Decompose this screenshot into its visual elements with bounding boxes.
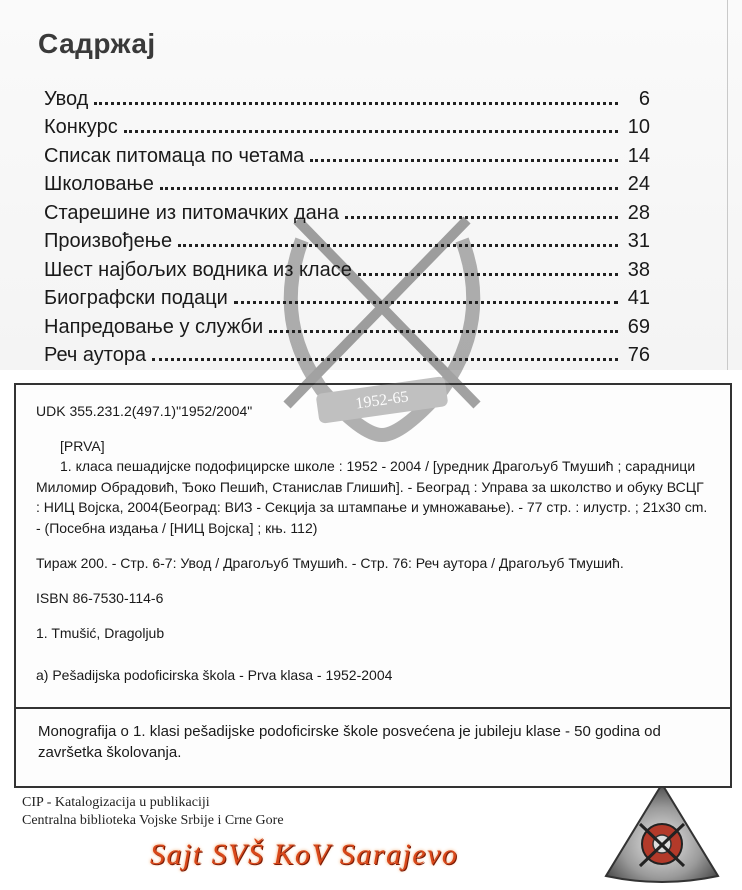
toc-entry-label: Старешине из питомачких дана <box>44 201 339 224</box>
toc-entry-page: 24 <box>627 173 650 195</box>
toc-entry <box>44 168 650 197</box>
toc-entry-label: Увод <box>44 87 89 110</box>
cip-block <box>22 794 284 830</box>
toc-leader-dots <box>269 330 618 333</box>
toc-entry-label: Биографски подаци <box>44 287 228 309</box>
toc-title: Садржај <box>38 28 156 59</box>
toc-entry <box>44 339 650 368</box>
school-badge-icon <box>602 780 722 885</box>
catalog-card <box>14 383 732 788</box>
toc-entry-label: Шест најбољих водника из класе <box>44 258 352 281</box>
toc-entry <box>44 310 650 339</box>
toc-entry-page: 31 <box>627 230 650 252</box>
catalog-isbn: ISBN 86-7530-114-6 <box>36 590 164 606</box>
toc-leader-dots <box>160 187 618 190</box>
toc-leader-dots <box>358 273 618 276</box>
toc-entry <box>44 225 650 254</box>
catalog-description: 1. класа пешадијске подофицирске школе : 1952 - 2004 / [уредник Драгољуб Тмушић ; сарадници Миломир Обрадовић, Ђоко Пешић, Станислав Глишић]. - Београд : Управа за школство и обуку ВСЦГ : НИЦ Војска, 2004(Београд: ВИЗ - Секција за штампање и умножавање). - 77 стр. : илустр. ; 21x30 cm. - (Посебна издања / [НИЦ Војска] ; књ. 112) <box>36 458 708 536</box>
toc-entry <box>44 111 650 140</box>
toc-entry-label: Школовање <box>44 173 154 195</box>
toc-leader-dots <box>124 130 618 133</box>
table-of-contents <box>0 0 742 370</box>
toc-entry-label: Списак питомаца по четама <box>44 144 305 167</box>
toc-entry-page: 10 <box>627 116 650 138</box>
toc-entry <box>44 196 650 225</box>
toc-entry-label: Конкурс <box>44 116 118 138</box>
catalog-udk: UDK 355.231.2(497.1)"1952/2004" <box>36 403 253 419</box>
catalog-summary: Monografija o 1. klasi pešadijske podoficirske škole posvećena je jubileju klase - 50 godina od završetka školovanja. <box>38 723 661 761</box>
toc-leader-dots <box>234 301 618 304</box>
toc-entry-page: 28 <box>627 201 650 224</box>
toc-leader-dots <box>310 159 618 162</box>
cip-line: Centralna biblioteka Vojske Srbije i Crne Gore <box>22 813 284 828</box>
toc-entry-page: 41 <box>627 287 650 309</box>
toc-list <box>44 82 650 367</box>
catalog-divider <box>16 707 730 709</box>
toc-entry <box>44 139 650 168</box>
toc-entry-label: Произвођење <box>44 230 173 252</box>
toc-entry-label: Напредовање у служби <box>44 315 264 338</box>
catalog-prva: [PRVA] <box>60 438 105 454</box>
toc-entry-page: 38 <box>627 258 650 281</box>
toc-leader-dots <box>178 244 618 247</box>
toc-entry <box>44 82 650 111</box>
site-signature: Sajt SVŠ KoV Sarajevo <box>150 838 459 871</box>
catalog-edition-note: Тираж 200. - Стр. 6-7: Увод / Драгољуб Тмушић. - Стр. 76: Реч аутора / Драгољуб Тмушић. <box>36 555 624 571</box>
toc-entry <box>44 282 650 311</box>
toc-entry-page: 14 <box>627 144 650 167</box>
toc-entry-page: 76 <box>627 344 650 366</box>
cip-line: CIP - Katalogizacija u publikaciji <box>22 795 210 810</box>
catalog-subject-entry: a) Pešadijska podoficirska škola - Prva klasa - 1952-2004 <box>36 667 393 683</box>
toc-leader-dots <box>94 102 618 105</box>
catalog-author-entry: 1. Tmušić, Dragoljub <box>36 625 165 641</box>
toc-entry-page: 6 <box>638 87 650 110</box>
toc-leader-dots <box>152 358 618 361</box>
toc-entry <box>44 253 650 282</box>
emblem-band-text: 1952-65 <box>354 388 410 413</box>
toc-entry-page: 69 <box>627 315 650 338</box>
toc-leader-dots <box>345 216 618 219</box>
toc-entry-label: Реч аутора <box>44 344 147 366</box>
